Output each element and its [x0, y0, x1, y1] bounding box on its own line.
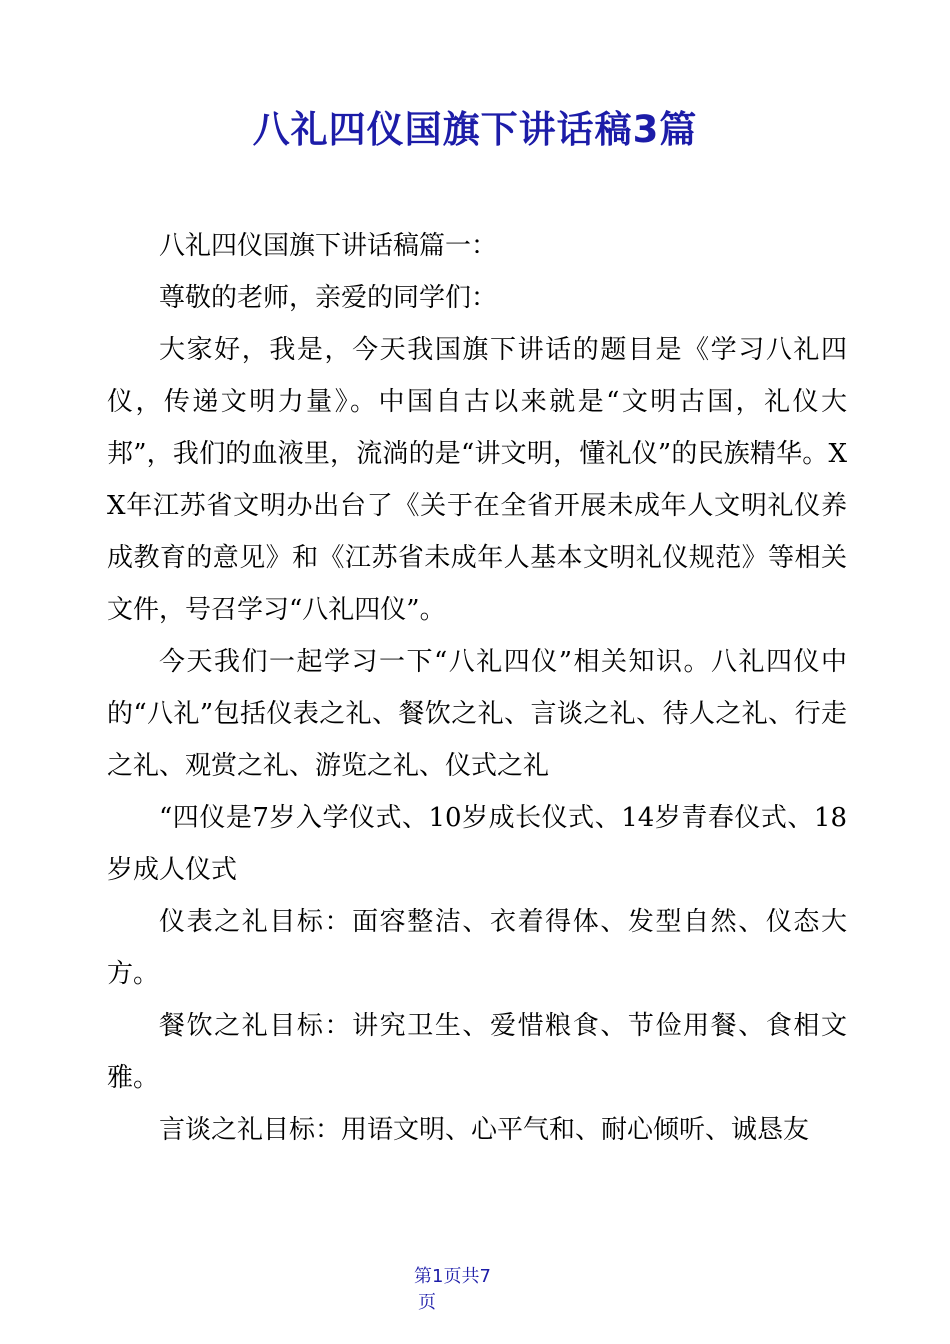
- document-body: [107, 220, 847, 1156]
- document-title: 八礼四仪国旗下讲话稿3篇: [252, 108, 698, 151]
- paragraph-appearance: 仪表之礼目标：面容整洁、衣着得体、发型自然、仪态大方。: [107, 907, 847, 989]
- paragraph-dining: 餐饮之礼目标：讲究卫生、爱惜粮食、节俭用餐、食相文雅。: [107, 1011, 847, 1093]
- page-number: [400, 1264, 550, 1316]
- paragraph-speech: 言谈之礼目标：用语文明、心平气和、耐心倾听、诚恳友: [159, 1115, 810, 1145]
- paragraph-intro: 大家好，我是，今天我国旗下讲话的题目是《学习八礼四仪，传递文明力量》。中国自古以来就是“文明古国，礼仪大邦”，我们的血液里，流淌的是“讲文明，懂礼仪”的民族精华。XX年江苏省文明办出台了《关于在全省开展未成年人文明礼仪养成教育的意见》和《江苏省未成年人基本文明礼仪规范》等相关文件，号召学习“八礼四仪”。: [107, 335, 847, 625]
- paragraph-four-ceremonies: “四仪是7岁入学仪式、10岁成长仪式、14岁青春仪式、18岁成人仪式: [107, 803, 847, 885]
- paragraph-salutation: 尊敬的老师，亲爱的同学们：: [159, 283, 498, 313]
- page-number-line2: 页: [418, 1292, 436, 1313]
- paragraph-heading: 八礼四仪国旗下讲话稿篇一：: [159, 231, 498, 261]
- paragraph-eight-rites: 今天我们一起学习一下“八礼四仪”相关知识。八礼四仪中的“八礼”包括仪表之礼、餐饮之礼、言谈之礼、待人之礼、行走之礼、观赏之礼、游览之礼、仪式之礼: [107, 647, 847, 781]
- page-number-line1: 第1页共7: [414, 1266, 491, 1287]
